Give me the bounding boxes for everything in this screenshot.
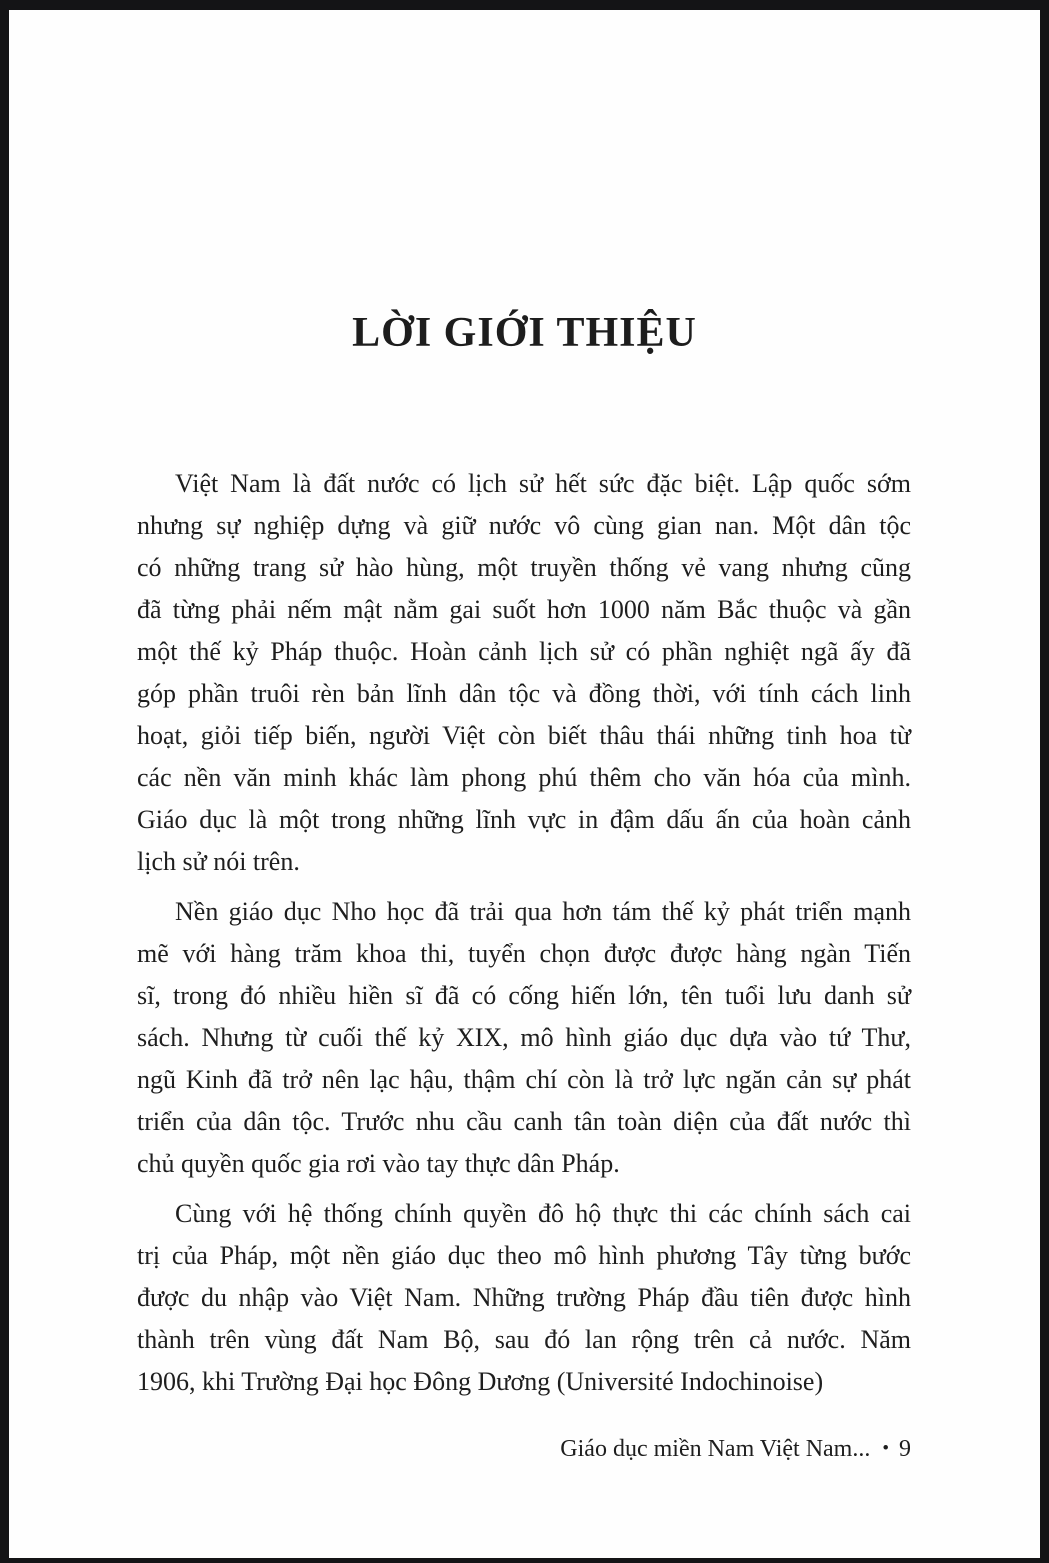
- text-line: trị của Pháp, một nền giáo dục theo mô hình phương Tây từng bước: [137, 1241, 911, 1270]
- text-line: sách. Nhưng từ cuối thế kỷ XIX, mô hình giáo dục dựa vào tứ Thư,: [137, 1023, 911, 1052]
- text-line: Việt Nam là đất nước có lịch sử hết sức đặc biệt. Lập quốc sớm: [175, 469, 911, 498]
- text-line: ngũ Kinh đã trở nên lạc hậu, thậm chí còn là trở lực ngăn cản sự phát: [137, 1065, 911, 1094]
- text-line: 1906, khi Trường Đại học Đông Dương (Université Indochinoise): [137, 1367, 824, 1396]
- text-line: một thế kỷ Pháp thuộc. Hoàn cảnh lịch sử có phần nghiệt ngã ấy đã: [137, 637, 911, 666]
- paragraph-3: [137, 1193, 911, 1403]
- text-line: Giáo dục là một trong những lĩnh vực in đậm dấu ấn của hoàn cảnh: [137, 805, 911, 834]
- chapter-title: LỜI GIỚI THIỆU: [352, 310, 697, 356]
- text-line: có những trang sử hào hùng, một truyền thống vẻ vang nhưng cũng: [137, 553, 911, 582]
- text-line: Nền giáo dục Nho học đã trải qua hơn tám thế kỷ phát triển mạnh: [175, 897, 911, 926]
- bullet-separator: •: [882, 1438, 889, 1459]
- text-line: các nền văn minh khác làm phong phú thêm cho văn hóa của mình.: [137, 763, 911, 792]
- text-line: mẽ với hàng trăm khoa thi, tuyển chọn được được hàng ngàn Tiến: [137, 939, 911, 968]
- page-footer: [137, 1434, 911, 1464]
- text-line: thành trên vùng đất Nam Bộ, sau đó lan rộng trên cả nước. Năm: [137, 1325, 911, 1354]
- text-line: nhưng sự nghiệp dựng và giữ nước vô cùng gian nan. Một dân tộc: [137, 511, 911, 540]
- book-page: [9, 10, 1040, 1558]
- running-title: Giáo dục miền Nam Việt Nam...: [560, 1436, 871, 1462]
- text-line: đã từng phải nếm mật nằm gai suốt hơn 1000 năm Bắc thuộc và gần: [137, 595, 911, 624]
- text-line: chủ quyền quốc gia rơi vào tay thực dân Pháp.: [137, 1149, 620, 1178]
- page-number: 9: [899, 1436, 911, 1462]
- text-line: triển của dân tộc. Trước nhu cầu canh tân toàn diện của đất nước thì: [137, 1107, 911, 1136]
- text-line: Cùng với hệ thống chính quyền đô hộ thực thi các chính sách cai: [175, 1199, 911, 1228]
- paragraph-1: [137, 463, 911, 883]
- text-line: hoạt, giỏi tiếp biến, người Việt còn biết thâu thái những tinh hoa từ: [137, 721, 911, 750]
- text-line: góp phần truôi rèn bản lĩnh dân tộc và đồng thời, với tính cách linh: [137, 679, 911, 708]
- paragraph-2: [137, 891, 911, 1185]
- text-line: sĩ, trong đó nhiều hiền sĩ đã có cống hiến lớn, tên tuổi lưu danh sử: [137, 981, 911, 1010]
- text-line: được du nhập vào Việt Nam. Những trường Pháp đầu tiên được hình: [137, 1283, 911, 1312]
- text-line: lịch sử nói trên.: [137, 847, 300, 876]
- body-text: [137, 463, 911, 1403]
